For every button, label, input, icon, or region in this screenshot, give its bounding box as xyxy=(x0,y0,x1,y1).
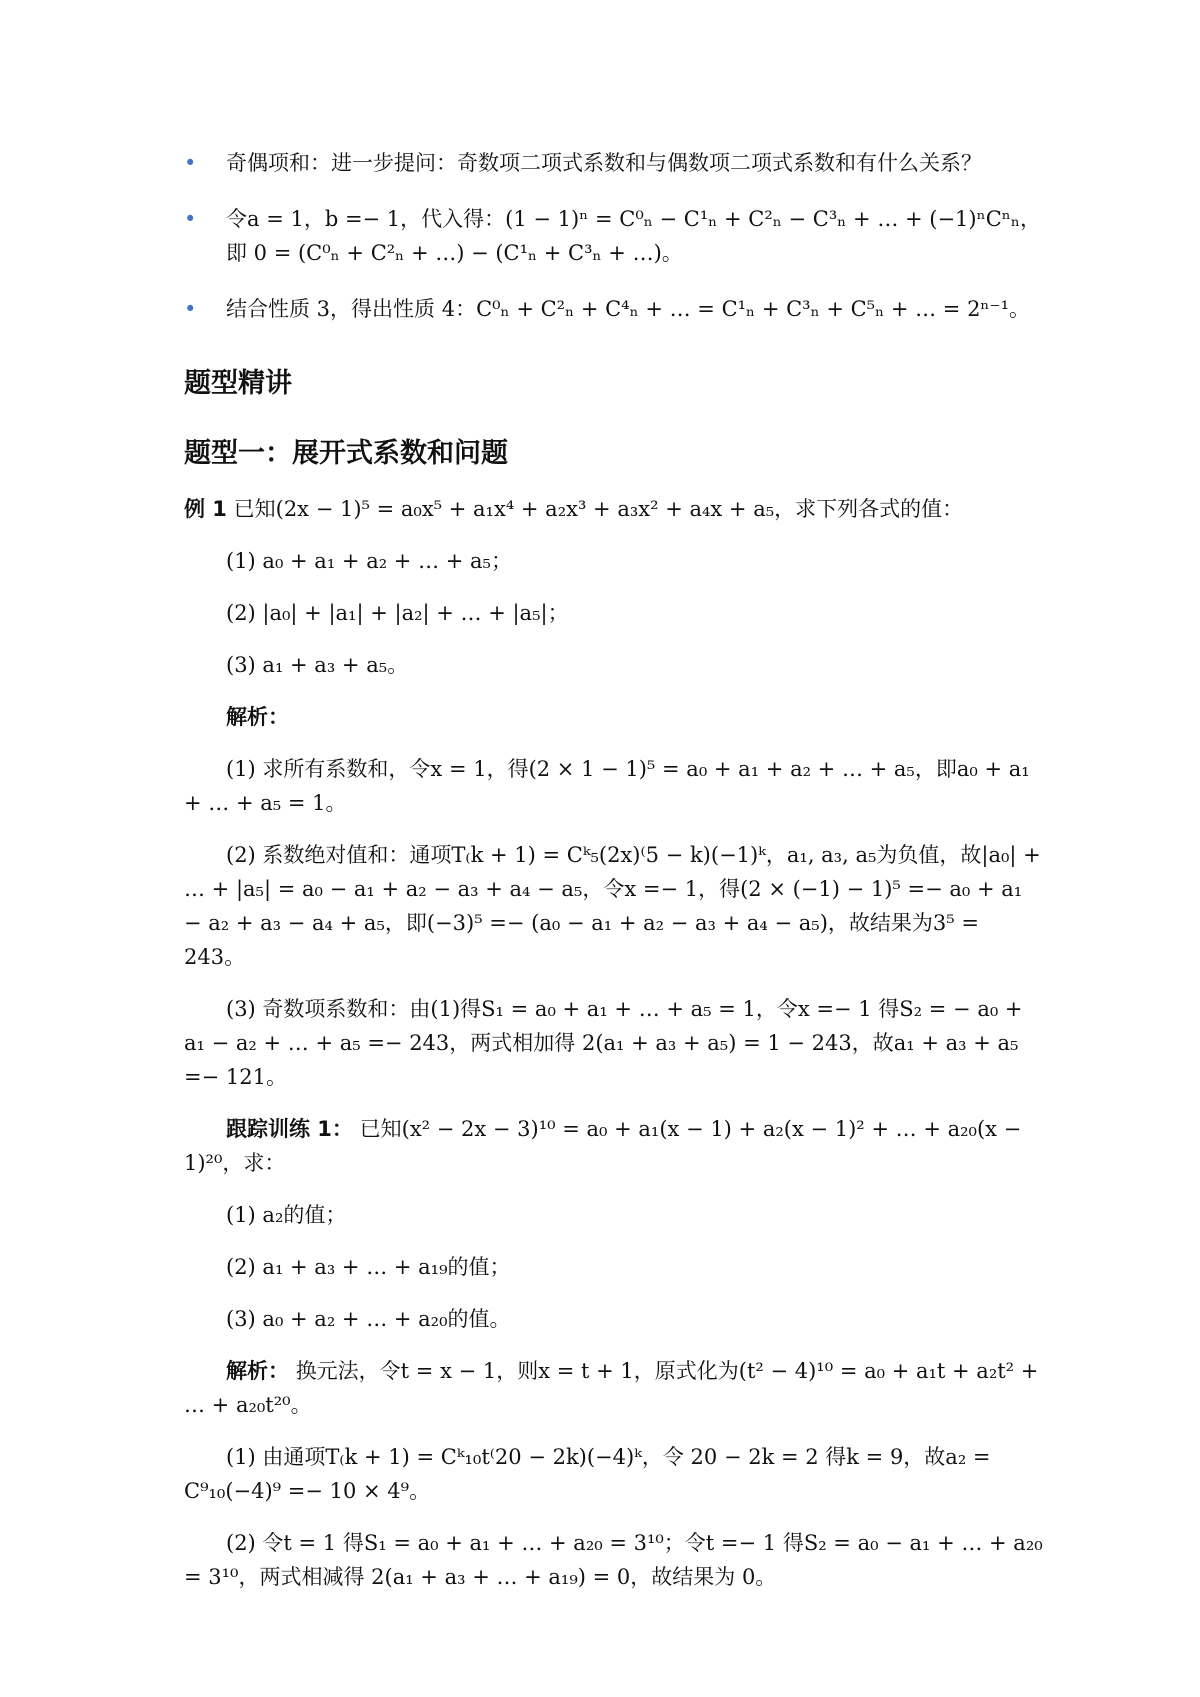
bullet-item xyxy=(184,292,1046,326)
document-content xyxy=(184,146,1046,1612)
solution-paragraph: (1) 求所有系数和，令x = 1，得(2 × 1 − 1)⁵ = a₀ + a₁ + a₂ + … + a₅，即a₀ + a₁ + … + a₅ = 1。 xyxy=(184,757,1030,815)
practice-analysis-text: 换元法，令t = x − 1，则x = t + 1，原式化为(t² − 4)¹⁰ = a₀ + a₁t + a₂t² + … + a₂₀t²⁰。 xyxy=(184,1359,1039,1417)
section-title: 题型精讲 xyxy=(184,368,292,399)
example-item: (2) |a₀| + |a₁| + |a₂| + … + |a₅|； xyxy=(226,601,569,625)
practice-analysis-label: 解析： xyxy=(226,1359,289,1383)
analysis-label: 解析： xyxy=(226,705,289,729)
solution-paragraph: (2) 令t = 1 得S₁ = a₀ + a₁ + … + a₂₀ = 3¹⁰；令t =− 1 得S₂ = a₀ − a₁ + … + a₂₀ = 3¹⁰，两式相减得 2(a₁ + a₃ + … + a₁₉) = 0，故结果为 0。 xyxy=(184,1531,1043,1589)
practice-stem-text: 已知(x² − 2x − 3)¹⁰ = a₀ + a₁(x − 1) + a₂(x − 1)² + … + a₂₀(x − 1)²⁰，求： xyxy=(184,1117,1022,1175)
bullet-text: 令a = 1，b =− 1，代入得：(1 − 1)ⁿ = C⁰ₙ − C¹ₙ + C²ₙ − C³ₙ + … + (−1)ⁿCⁿₙ，即 0 = (C⁰ₙ + C²ₙ + …) − (C¹ₙ + C³ₙ + …)。 xyxy=(226,207,1041,265)
example-stem-text: 已知(2x − 1)⁵ = a₀x⁵ + a₁x⁴ + a₂x³ + a₃x² + a₄x + a₅，求下列各式的值： xyxy=(233,497,964,521)
bullet-item xyxy=(184,146,1046,180)
solution-paragraph: (3) 奇数项系数和：由(1)得S₁ = a₀ + a₁ + … + a₅ = 1，令x =− 1 得S₂ = − a₀ + a₁ − a₂ + … + a₅ =− 243，两式相加得 2(a₁ + a₃ + a₅) = 1 − 243，故a₁ + a₃ + a₅ =− 121。 xyxy=(184,997,1023,1089)
bullet-text: 结合性质 3，得出性质 4：C⁰ₙ + C²ₙ + C⁴ₙ + … = C¹ₙ + C³ₙ + C⁵ₙ + … = 2ⁿ⁻¹。 xyxy=(226,297,1031,321)
example-stem xyxy=(184,492,1046,526)
bullet-dot-icon: • xyxy=(184,151,197,175)
practice-analysis xyxy=(184,1354,1046,1422)
bullet-item xyxy=(184,202,1046,270)
practice-item: (2) a₁ + a₃ + … + a₁₉的值； xyxy=(226,1255,511,1279)
example-item: (1) a₀ + a₁ + a₂ + … + a₅； xyxy=(226,549,512,573)
example-label: 例 1 xyxy=(184,497,227,521)
practice-stem xyxy=(184,1112,1046,1180)
type-title: 题型一：展开式系数和问题 xyxy=(184,438,508,469)
bullet-dot-icon: • xyxy=(184,207,197,231)
practice-label: 跟踪训练 1： xyxy=(226,1117,353,1141)
solution-paragraph: (1) 由通项T₍k + 1) = Cᵏ₁₀t⁽20 − 2k)(−4)ᵏ，令 20 − 2k = 2 得k = 9，故a₂ = C⁹₁₀(−4)⁹ =− 10 × 4⁹。 xyxy=(184,1445,991,1503)
practice-item: (1) a₂的值； xyxy=(226,1203,347,1227)
bullet-text: 奇偶项和：进一步提问：奇数项二项式系数和与偶数项二项式系数和有什么关系？ xyxy=(226,151,982,175)
bullet-dot-icon: • xyxy=(184,297,197,321)
example-item: (3) a₁ + a₃ + a₅。 xyxy=(226,653,409,677)
solution-paragraph: (2) 系数绝对值和：通项T₍k + 1) = Cᵏ₅(2x)⁽5 − k)(−1)ᵏ，a₁, a₃, a₅为负值，故|a₀| + … + |a₅| = a₀ − a₁ + a₂ − a₃ + a₄ − a₅，令x =− 1，得(2 × (−1) − 1)⁵ =− a₀ + a₁ − a₂ + a₃ − a₄ + a₅，即(−3)⁵ =− (a₀ − a₁ + a₂ − a₃ + a₄ − a₅)，故结果为3⁵ = 243。 xyxy=(184,843,1041,969)
practice-item: (3) a₀ + a₂ + … + a₂₀的值。 xyxy=(226,1307,511,1331)
